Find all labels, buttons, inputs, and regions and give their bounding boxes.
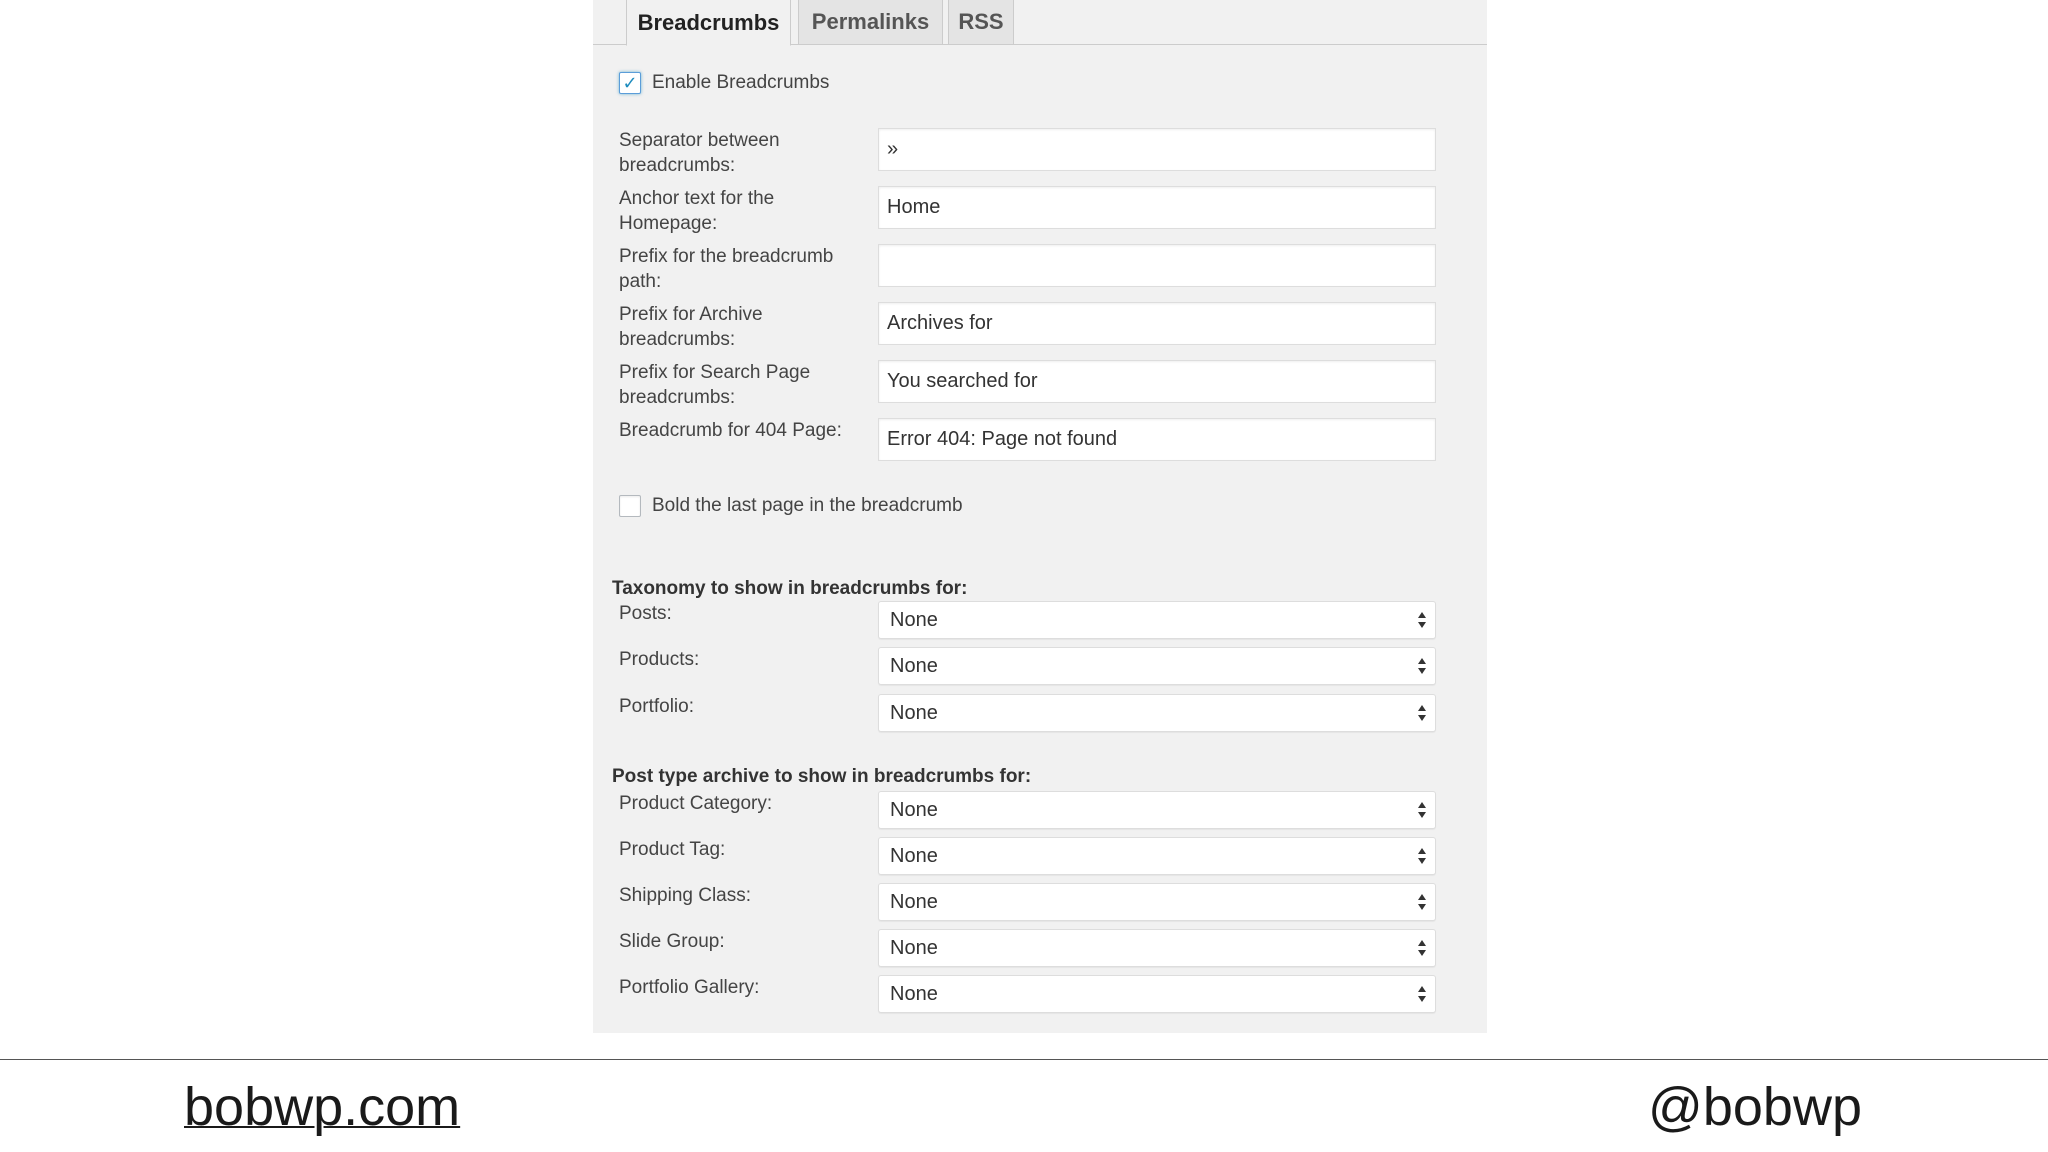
product-category-select[interactable] bbox=[878, 791, 1436, 829]
home-anchor-label: Anchor text for the Homepage: bbox=[619, 188, 775, 234]
taxonomy-portfolio-select[interactable] bbox=[878, 694, 1436, 732]
bold-last-checkbox[interactable] bbox=[619, 495, 641, 517]
separator-label: Separator between breadcrumbs: bbox=[619, 130, 780, 176]
select-value: None bbox=[890, 702, 938, 724]
twitter-handle: @bobwp bbox=[1648, 1077, 1862, 1137]
select-arrows-icon bbox=[1417, 701, 1427, 725]
select-arrows-icon bbox=[1417, 982, 1427, 1006]
taxonomy-posts-select[interactable] bbox=[878, 601, 1436, 639]
select-value: None bbox=[890, 655, 938, 677]
select-arrows-icon bbox=[1417, 890, 1427, 914]
product-tag-select[interactable] bbox=[878, 837, 1436, 875]
select-value: None bbox=[890, 799, 938, 821]
tab-permalinks[interactable]: Permalinks bbox=[798, 0, 943, 45]
archive-prefix-label: Prefix for Archive breadcrumbs: bbox=[619, 304, 763, 350]
select-value: None bbox=[890, 983, 938, 1005]
slide-group-select[interactable] bbox=[878, 929, 1436, 967]
select-arrows-icon bbox=[1417, 844, 1427, 868]
search-prefix-input[interactable] bbox=[878, 360, 1436, 403]
path-prefix-label: Prefix for the breadcrumb path: bbox=[619, 246, 834, 292]
portfolio-gallery-label: Portfolio Gallery: bbox=[619, 977, 760, 998]
tab-rss[interactable]: RSS bbox=[948, 0, 1014, 45]
select-value: None bbox=[890, 891, 938, 913]
website-link[interactable]: bobwp.com bbox=[184, 1077, 461, 1137]
taxonomy-products-label: Products: bbox=[619, 649, 700, 670]
select-arrows-icon bbox=[1417, 654, 1427, 678]
select-value: None bbox=[890, 845, 938, 867]
product-category-label: Product Category: bbox=[619, 793, 773, 814]
select-arrows-icon bbox=[1417, 608, 1427, 632]
path-prefix-input[interactable] bbox=[878, 244, 1436, 287]
404-input[interactable] bbox=[878, 418, 1436, 461]
portfolio-gallery-select[interactable] bbox=[878, 975, 1436, 1013]
archive-prefix-input[interactable] bbox=[878, 302, 1436, 345]
shipping-class-label: Shipping Class: bbox=[619, 885, 752, 906]
product-tag-label: Product Tag: bbox=[619, 839, 726, 860]
select-arrows-icon bbox=[1417, 798, 1427, 822]
search-prefix-label: Prefix for Search Page breadcrumbs: bbox=[619, 362, 811, 408]
select-value: None bbox=[890, 937, 938, 959]
settings-panel bbox=[593, 0, 1487, 1033]
enable-breadcrumbs-label: Enable Breadcrumbs bbox=[652, 72, 830, 93]
enable-breadcrumbs-checkbox[interactable] bbox=[619, 72, 641, 94]
taxonomy-posts-label: Posts: bbox=[619, 603, 672, 624]
select-value: None bbox=[890, 609, 938, 631]
taxonomy-products-select[interactable] bbox=[878, 647, 1436, 685]
post-type-archive-heading: Post type archive to show in breadcrumbs for: bbox=[612, 766, 1032, 787]
404-label: Breadcrumb for 404 Page: bbox=[619, 420, 842, 441]
footer-divider bbox=[0, 1059, 2048, 1060]
shipping-class-select[interactable] bbox=[878, 883, 1436, 921]
taxonomy-heading: Taxonomy to show in breadcrumbs for: bbox=[612, 578, 968, 599]
tab-breadcrumbs[interactable]: Breadcrumbs bbox=[626, 0, 791, 46]
home-anchor-input[interactable] bbox=[878, 186, 1436, 229]
separator-input[interactable] bbox=[878, 128, 1436, 171]
select-arrows-icon bbox=[1417, 936, 1427, 960]
tab-bar bbox=[593, 0, 1487, 45]
taxonomy-portfolio-label: Portfolio: bbox=[619, 696, 694, 717]
checkmark-icon: ✓ bbox=[622, 73, 638, 93]
slide-group-label: Slide Group: bbox=[619, 931, 725, 952]
bold-last-label: Bold the last page in the breadcrumb bbox=[652, 495, 963, 516]
